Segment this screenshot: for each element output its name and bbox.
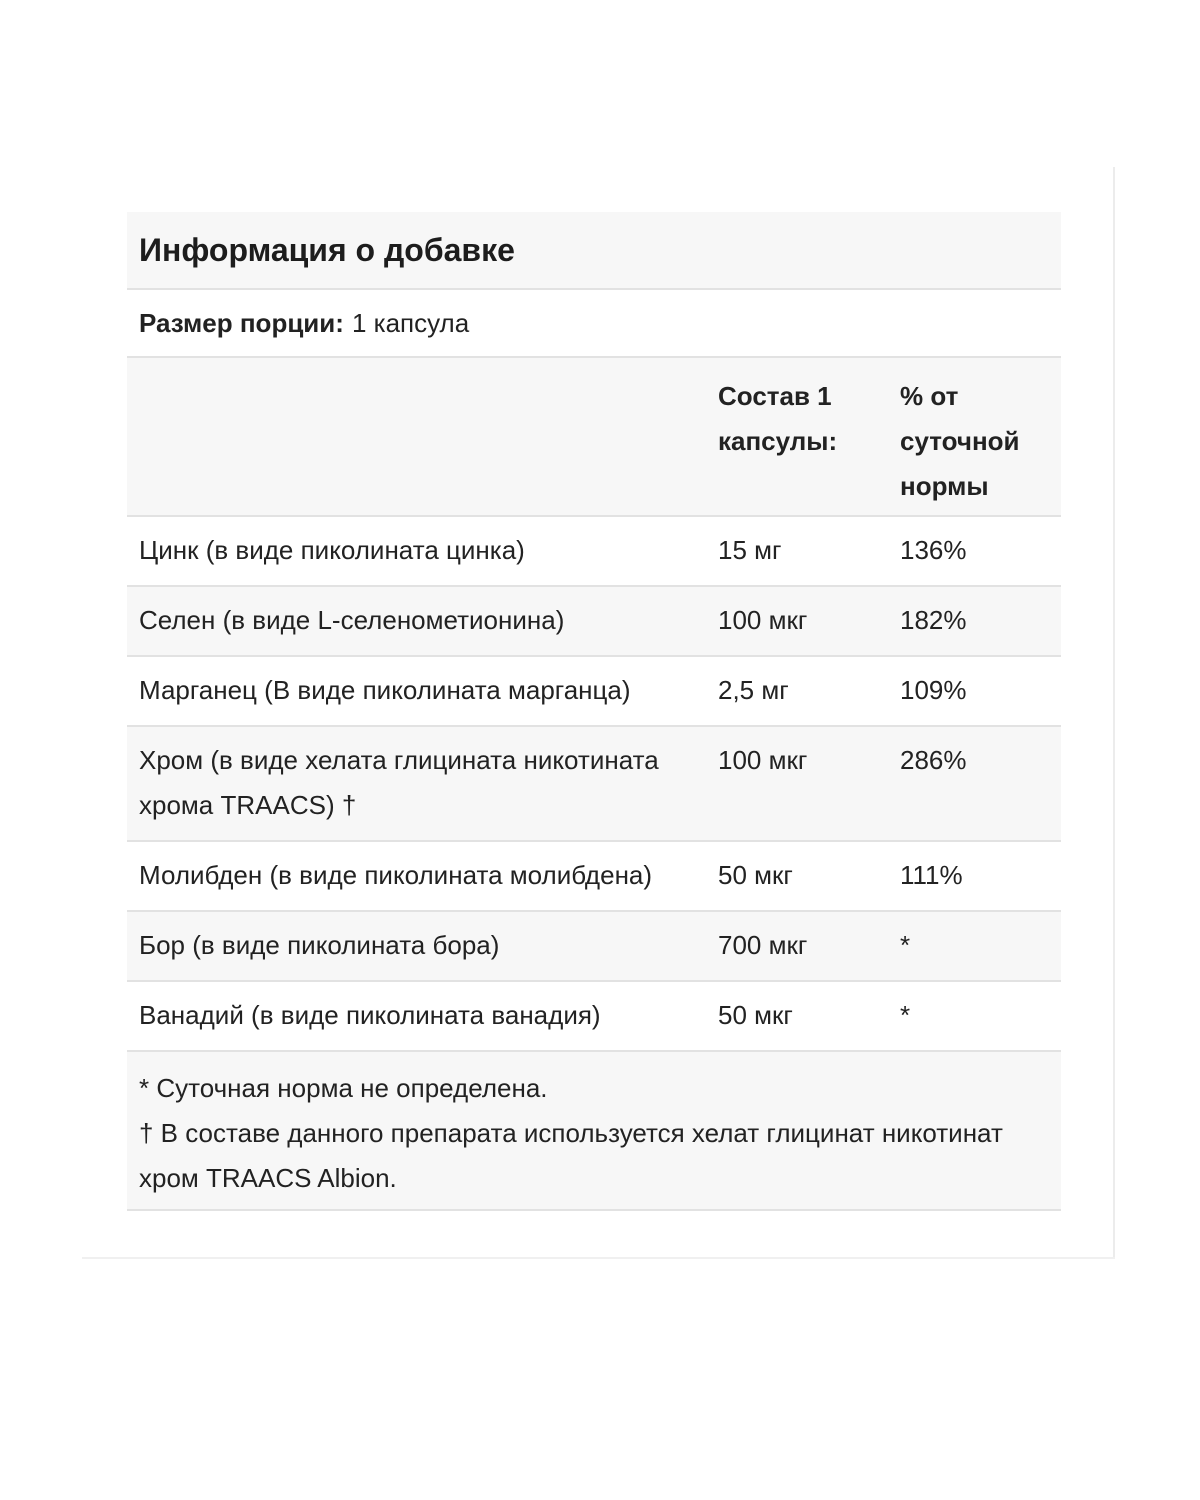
ingredient-daily-value: 286% <box>900 745 967 775</box>
ingredient-amount: 50 мкг <box>718 860 793 890</box>
ingredient-amount: 50 мкг <box>718 1000 793 1030</box>
ingredient-name: Бор (в виде пиколината бора) <box>139 930 500 960</box>
ingredient-amount: 100 мкг <box>718 745 808 775</box>
footnote-traacs: † В составе данного препарата используется хелат глицинат никотинат хром TRAACS Albion. <box>139 1118 1003 1193</box>
serving-size-label: Размер порции: <box>139 307 344 338</box>
ingredient-daily-value: * <box>900 1000 911 1030</box>
ingredient-amount: 100 мкг <box>718 605 808 635</box>
table-row <box>127 842 1061 912</box>
table-row <box>127 587 1061 657</box>
ingredient-daily-value: 182% <box>900 605 967 635</box>
ingredient-daily-value: 136% <box>900 535 967 565</box>
table-row <box>127 517 1061 587</box>
serving-size-value: 1 капсула <box>351 307 470 338</box>
serving-size-row <box>127 290 1061 358</box>
ingredient-amount: 2,5 мг <box>718 675 789 705</box>
table-row <box>127 912 1061 982</box>
ingredient-name: Селен (в виде L-селенометионина) <box>139 605 565 635</box>
ingredient-name: Молибден (в виде пиколината молибдена) <box>139 860 653 890</box>
header-name-cell <box>127 374 718 515</box>
ingredient-amount: 15 мг <box>718 535 782 565</box>
header-amount: Состав 1 капсулы: <box>718 381 838 456</box>
card-edge-right <box>1113 167 1115 1259</box>
ingredient-amount: 700 мкг <box>718 930 808 960</box>
title-row <box>127 212 1061 290</box>
footnotes-text <box>139 1066 1061 1195</box>
footnotes <box>127 1052 1061 1211</box>
footnote-daily-value: * Суточная норма не определена. <box>139 1073 548 1103</box>
table-row <box>127 727 1061 842</box>
card-edge-bottom <box>82 1257 1115 1259</box>
page-title: Информация о добавке <box>139 231 515 268</box>
supplement-facts-table <box>127 212 1061 1211</box>
ingredient-name: Марганец (В виде пиколината марганца) <box>139 675 631 705</box>
ingredient-daily-value: 109% <box>900 675 967 705</box>
header-daily-value: % от суточной нормы <box>900 381 1020 501</box>
column-header-row <box>127 358 1061 517</box>
table-row <box>127 657 1061 727</box>
ingredient-name: Ванадий (в виде пиколината ванадия) <box>139 1000 601 1030</box>
ingredient-name: Хром (в виде хелата глицината никотината хрома TRAACS) † <box>139 745 659 820</box>
ingredient-name: Цинк (в виде пиколината цинка) <box>139 535 525 565</box>
ingredient-daily-value: * <box>900 930 911 960</box>
table-row <box>127 982 1061 1052</box>
ingredient-daily-value: 111% <box>900 860 963 890</box>
